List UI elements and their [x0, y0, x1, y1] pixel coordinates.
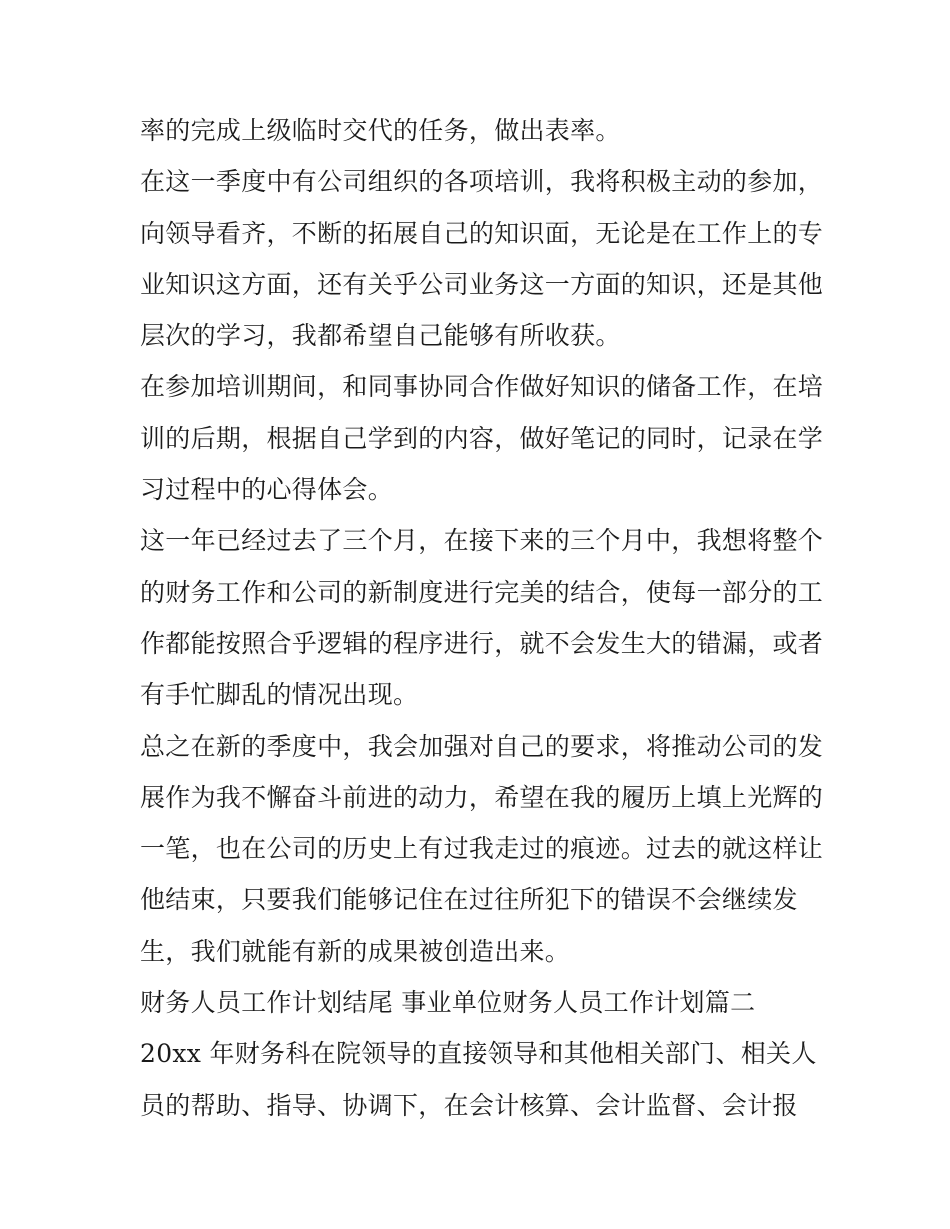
text-line: 作都能按照合乎逻辑的程序进行，就不会发生大的错漏，或者 [140, 628, 824, 658]
section-heading: 财务人员工作计划结尾 事业单位财务人员工作计划篇二 [140, 988, 756, 1018]
text-line: 他结束，只要我们能够记住在过往所犯下的错误不会继续发 [140, 885, 798, 915]
text-line: 业知识这方面，还有关乎公司业务这一方面的知识，还是其他 [140, 269, 824, 299]
text-line: 这一年已经过去了三个月，在接下来的三个月中，我想将整个 [140, 526, 824, 556]
text-line: 在这一季度中有公司组织的各项培训，我将积极主动的参加， [140, 167, 824, 197]
text-line: 有手忙脚乱的情况出现。 [140, 680, 419, 710]
text-line: 习过程中的心得体会。 [140, 475, 394, 505]
text-line: 层次的学习，我都希望自己能够有所收获。 [140, 321, 621, 351]
document-body [140, 105, 824, 1131]
text-line: 展作为我不懈奋斗前进的动力，希望在我的履历上填上光辉的 [140, 782, 824, 812]
text-line: 一笔，也在公司的历史上有过我走过的痕迹。过去的就这样让 [140, 834, 824, 864]
text-line: 员的帮助、指导、协调下，在会计核算、会计监督、会计报 [140, 1090, 798, 1120]
text-line: 在参加培训期间，和同事协同合作做好知识的储备工作，在培 [140, 372, 824, 402]
text-line: 总之在新的季度中，我会加强对自己的要求，将推动公司的发 [140, 731, 824, 761]
text-line: 20xx 年财务科在院领导的直接领导和其他相关部门、相关人 [140, 1039, 817, 1069]
text-line: 率的完成上级临时交代的任务，做出表率。 [140, 116, 621, 145]
text-line: 向领导看齐，不断的拓展自己的知识面，无论是在工作上的专 [140, 218, 824, 248]
text-line: 生，我们就能有新的成果被创造出来。 [140, 936, 571, 966]
text-line: 的财务工作和公司的新制度进行完美的结合，使每一部分的工 [140, 577, 824, 607]
text-line: 训的后期，根据自己学到的内容，做好笔记的同时，记录在学 [140, 423, 824, 453]
